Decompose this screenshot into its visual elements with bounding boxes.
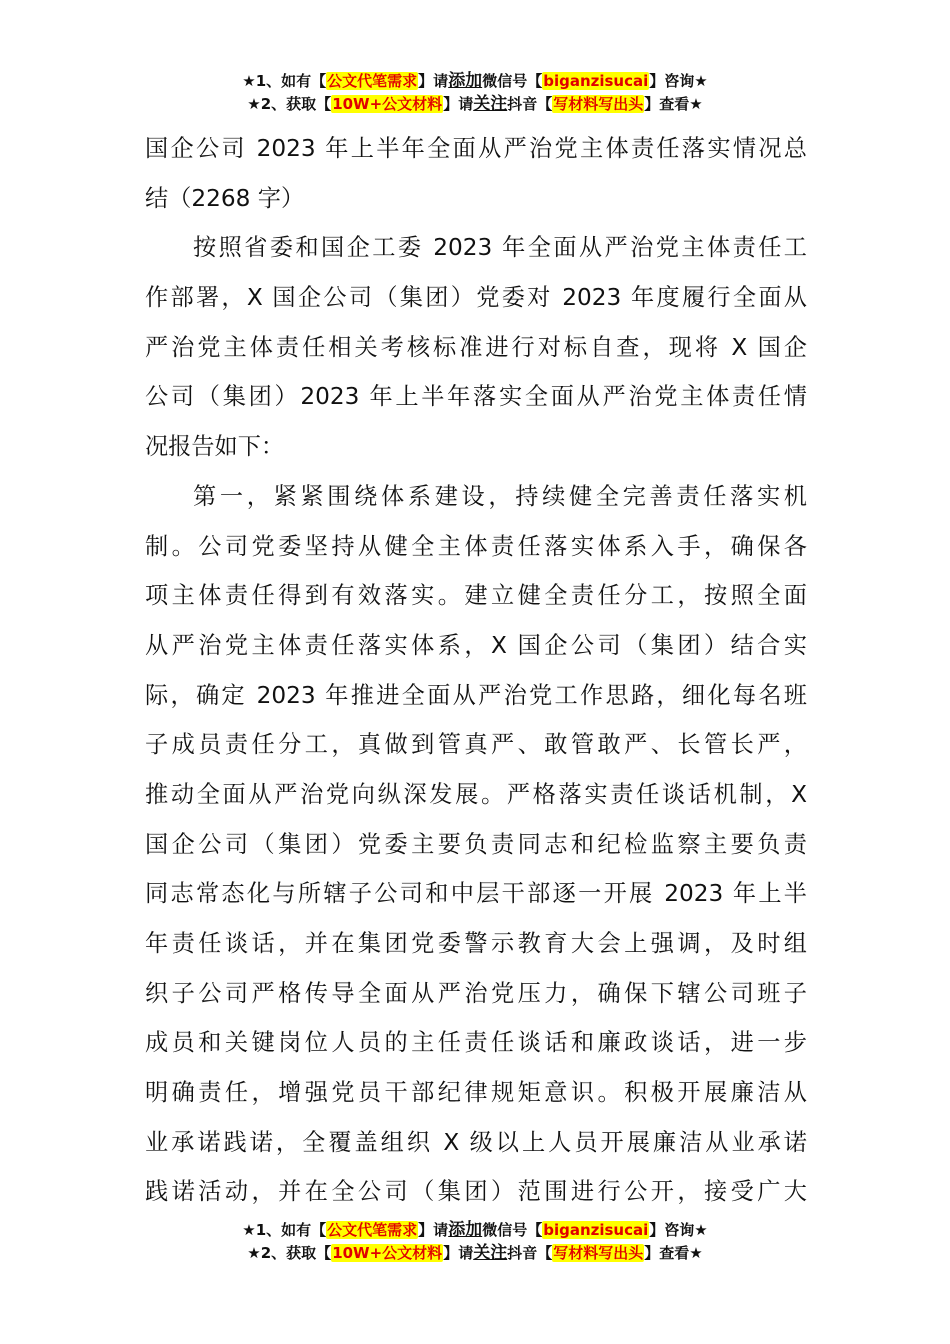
text-line: 严治党主体责任相关考核标准进行对标自查，现将 X 国企 <box>145 333 807 361</box>
emphasis: 添加 <box>448 71 483 91</box>
text: 】咨询★ <box>649 72 708 90</box>
text-line: 第一，紧紧围绕体系建设，持续健全完善责任落实机 <box>193 482 807 510</box>
text: 】查看★ <box>644 1244 703 1262</box>
text-line: 践诺活动，并在全公司（集团）范围进行公开，接受广大 <box>145 1178 807 1206</box>
footer-banner <box>0 1219 950 1265</box>
text-line: 同志常态化与所辖子公司和中层干部逐一开展 2023 年上半 <box>145 880 807 908</box>
highlight: 公文代笔需求 <box>327 1221 418 1239</box>
banner-line-1 <box>0 70 950 93</box>
highlight: 10W+公文材料 <box>332 95 443 113</box>
text-line: 从严治党主体责任落实体系，X 国企公司（集团）结合实 <box>145 631 807 659</box>
text-line: 结（2268 字） <box>145 184 305 212</box>
highlight: biganzisucai <box>543 72 649 90</box>
highlight: 10W+公文材料 <box>332 1244 443 1262</box>
text: ★1、如有【 <box>242 1221 327 1239</box>
text-line: 明确责任，增强党员干部纪律规矩意识。积极开展廉洁从 <box>145 1079 807 1107</box>
text-line: 作部署，X 国企公司（集团）党委对 2023 年度履行全面从 <box>145 284 807 312</box>
text-line: 公司（集团）2023 年上半年落实全面从严治党主体责任情 <box>145 383 807 411</box>
text-line: 国企公司 2023 年上半年全面从严治党主体责任落实情况总 <box>145 135 807 162</box>
banner-line-2 <box>0 93 950 116</box>
text-line: 况报告如下： <box>145 433 285 461</box>
text: 】请 <box>418 1221 449 1239</box>
highlight: 公文代笔需求 <box>327 72 418 90</box>
emphasis: 添加 <box>448 1220 483 1240</box>
header-banner <box>0 70 950 116</box>
text-line: 成员和关键岗位人员的主任责任谈话和廉政谈话，进一步 <box>145 1029 807 1057</box>
emphasis: 关注 <box>473 1243 508 1263</box>
text: ★2、获取【 <box>247 95 332 113</box>
text: 抖音【 <box>507 1244 553 1262</box>
highlight: biganzisucai <box>543 1221 649 1239</box>
text: ★1、如有【 <box>242 72 327 90</box>
text: 】请 <box>418 72 449 90</box>
banner-line-1 <box>0 1219 950 1242</box>
highlight: 写材料写出头 <box>553 1244 644 1262</box>
text: 】请 <box>443 95 474 113</box>
text: 】咨询★ <box>649 1221 708 1239</box>
document-body <box>145 124 807 1217</box>
text: ★2、获取【 <box>247 1244 332 1262</box>
text-line: 国企公司（集团）党委主要负责同志和纪检监察主要负责 <box>145 830 807 858</box>
text-line: 织子公司严格传导全面从严治党压力，确保下辖公司班子 <box>145 979 807 1007</box>
highlight: 写材料写出头 <box>553 95 644 113</box>
text: 微信号【 <box>482 1221 543 1239</box>
emphasis: 关注 <box>473 94 508 114</box>
text-line: 年责任谈话，并在集团党委警示教育大会上强调，及时组 <box>145 930 807 957</box>
text: 】查看★ <box>644 95 703 113</box>
text-line: 制。公司党委坚持从健全主体责任落实体系入手，确保各 <box>145 532 807 560</box>
text: 】请 <box>443 1244 474 1262</box>
text-line: 按照省委和国企工委 2023 年全面从严治党主体责任工 <box>193 234 807 262</box>
text-line: 推动全面从严治党向纵深发展。严格落实责任谈话机制，X <box>145 780 807 808</box>
text-line: 际，确定 2023 年推进全面从严治党工作思路，细化每名班 <box>145 681 807 709</box>
text: 抖音【 <box>507 95 553 113</box>
text: 微信号【 <box>482 72 543 90</box>
banner-line-2 <box>0 1242 950 1265</box>
text-line: 项主体责任得到有效落实。建立健全责任分工，按照全面 <box>145 582 807 610</box>
text-line: 业承诺践诺，全覆盖组织 X 级以上人员开展廉洁从业承诺 <box>145 1128 807 1156</box>
text-line: 子成员责任分工，真做到管真严、敢管敢严、长管长严， <box>145 731 807 759</box>
